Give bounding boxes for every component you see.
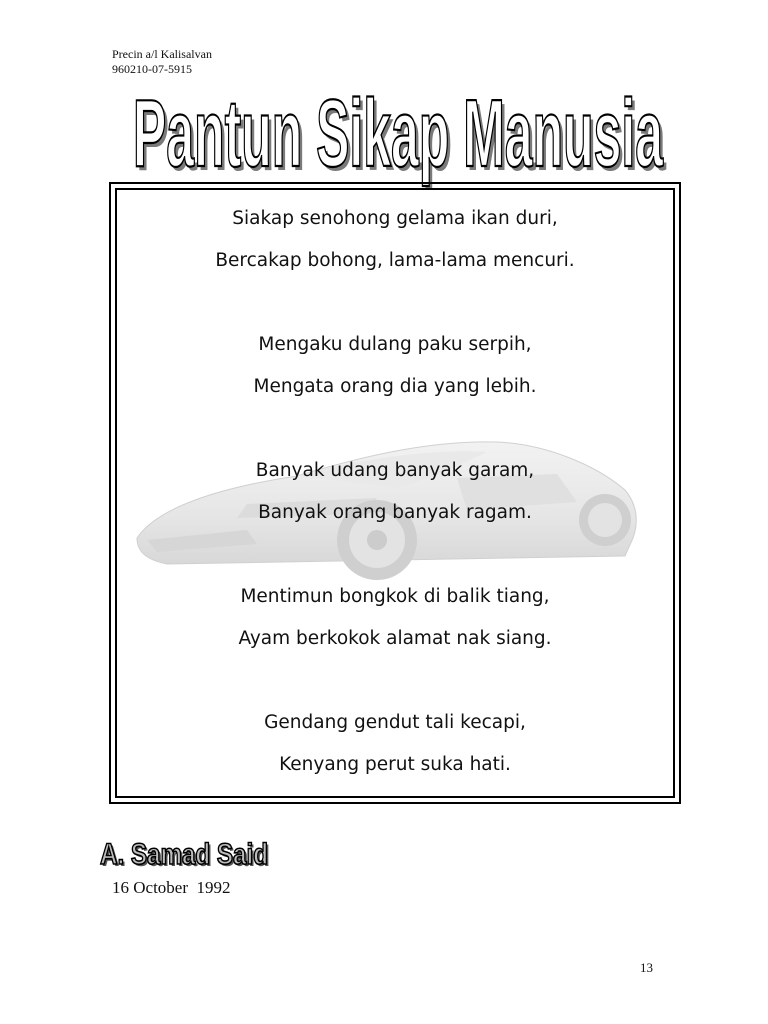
signature-shadow: A. Samad Said xyxy=(102,840,270,872)
page-title xyxy=(118,66,678,194)
title-shadow: Pantun Sikap Manusia xyxy=(136,84,667,191)
title-text: Pantun Sikap Manusia xyxy=(133,80,664,187)
stanza xyxy=(117,328,673,412)
poem-date: 16 October 1992 xyxy=(112,878,231,897)
stanza xyxy=(117,580,673,664)
poem-line: Banyak udang banyak garam, xyxy=(255,460,535,481)
poem-frame xyxy=(109,182,681,804)
page-number: 13 xyxy=(640,960,653,975)
poem-line: Kenyang perut suka hati. xyxy=(279,754,511,775)
poem-line: Gendang gendut tali kecapi, xyxy=(264,712,526,733)
poem-line: Bercakap bohong, lama-lama mencuri. xyxy=(215,250,575,271)
stanza xyxy=(117,706,673,790)
poet-signature xyxy=(98,832,278,872)
stanza xyxy=(117,202,673,286)
signature-wordart xyxy=(98,832,278,872)
poem-line: Siakap senohong gelama ikan duri, xyxy=(232,208,558,229)
author-name: Precin a/l Kalisalvan xyxy=(112,47,212,61)
poem-line: Ayam berkokok alamat nak siang. xyxy=(238,628,552,649)
poem-line: Banyak orang banyak ragam. xyxy=(258,502,532,523)
poem-line: Mengaku dulang paku serpih, xyxy=(258,334,532,355)
poem-inner-frame xyxy=(115,188,675,798)
stanza xyxy=(117,454,673,538)
title-wordart xyxy=(118,66,678,194)
poem-line: Mentimun bongkok di balik tiang, xyxy=(240,586,550,607)
poem-line: Mengata orang dia yang lebih. xyxy=(253,376,537,397)
author-id: 960210-07-5915 xyxy=(112,62,192,76)
poem-text xyxy=(117,202,673,798)
signature-text: A. Samad Said xyxy=(100,838,268,871)
